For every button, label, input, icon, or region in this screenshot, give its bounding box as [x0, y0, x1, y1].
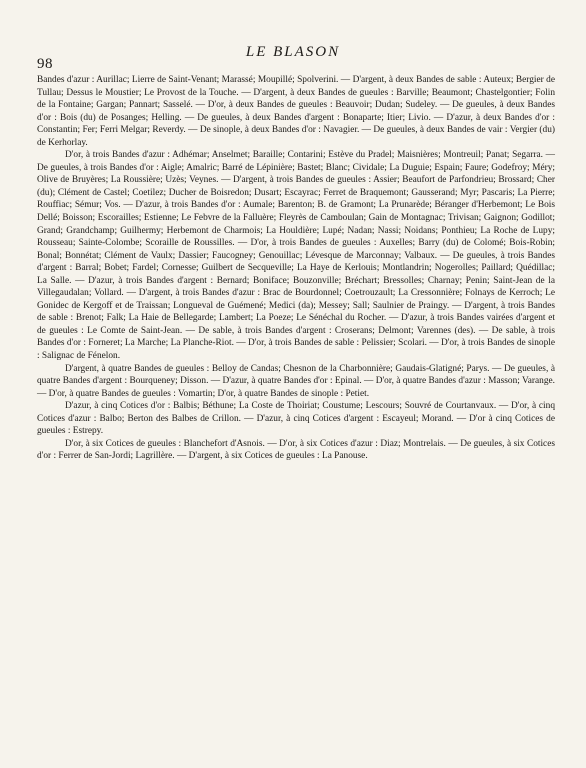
paragraph: D'or, à trois Bandes d'azur : Adhémar; Anselmet; Baraille; Contarini; Estève du Pradel; Maisnières; Montreuil; Panat; Segarra. — De gueules, à trois Bandes d'or : Aigle; Amalric; Barré de Lépinière; Bastet; Blanc; Cividale; La Duguie; Espain; Faure; Godefroy; Méry; Olive de Bruyères; La Roussière; Uzès; Veynes. — D'argent, à trois Bandes de gueules : Assier; Beaufort de Parfondrieu; Brossard; Cher (du); Clément de Castel; Coetilez; Ducher de Boisredon; Dusart; Escayrac; Ferret de Braquemont; Gausserand; Myr; Pascaris; La Pierre; Rouffiac; Sémur; Vos. — D'azur, à trois Bandes d'or : Aumale; Barenton; B. de Gramont; La Prunarède; Béranger d'Herbemont; Le Bois Dellé; Boisson; Escorailles; Estienne; Le Febvre de la Falluère; Fleyrès de Camboulan; Gain de Montagnac; Trivisan; Gaignon; Godillot; Grand; Grandchamp; Guilhermy; Herbemont de Charmois; La Houldière; Lupé; Nadan; Nassi; Noidans; Ponthieu; La Roche de Lupy; Rousseau; Sainte-Colombe; Scoraille de Roussilles. — D'or, à trois Bandes de gueules : Auxelles; Barry (du) de Colomé; Bois-Robin; Bonal; Bonnétat; Clément de Vaulx; Dassier; Faucogney; Genouillac; Lévesque de Marconnay; Valbaux. — De gueules, à trois Bandes d'argent : Barral; Bobet; Fardel; Cornesse; Guilbert de Secqueville; La Haye de Kerlouis; Montlandrin; Nogerolles; Paillard; Quédillac; La Salle. — D'azur, à trois Bandes d'argent : Bernard; Boniface; Bouzonville; Bréchart; Bressolles; Charnay; Penin; Saint-Jean de la Villegaudalan; Vollard. — D'argent, à trois Bandes d'azur : Brac de Bourdonnel; Coetrouzault; La Cressonnière; Folnays de Kerroch; Le Gonidec de Kergoff et de Traissan; Longueval de Guémené; Medici (da); Messey; Sall; Saulnier de Praingy. — D'argent, à trois Bandes de sable : Brenot; Falk; La Haie de Bellegarde; Lambert; La Poeze; Le Sénéchal du Rocher. — D'azur, à trois Bandes vairées d'argent et de gueules : Le Comte de Saint-Jean. — De sable, à trois Bandes d'argent : Croserans; Delmont; Varennes (des). — De sable, à trois Bandes d'or : Forneret; La Marche; La Planche-Riot. — D'or, à trois Bandes de sable : Pelissier; Scolari. — D'or, à trois Bandes de sinople : Salignac de Fénelon.	[37, 150, 555, 362]
body-text	[37, 74, 555, 463]
paragraph: D'azur, à cinq Cotices d'or : Balbis; Béthune; La Coste de Thoiriat; Coustume; Lescours; Souvré de Courtanvaux. — D'or, à cinq Cotices d'azur : Balbo; Berton des Balbes de Crillon. — D'azur, à cinq Cotices d'argent : Escayeul; Morand. — D'or à cinq Cotices de gueules : Estrepy.	[37, 401, 555, 437]
paragraph: D'argent, à quatre Bandes de gueules : Belloy de Candas; Chesnon de la Charbonnière; Gaudais-Glatigné; Parys. — De gueules, à quatre Bandes d'argent : Bourqueney; Disson. — D'azur, à quatre Bandes d'or : Epinal. — D'or, à quatre Bandes d'azur : Masson; Varange. — D'or, à quatre Bandes de gueules : Vomartin; D'or, à quatre Bandes de sinople : Petiet.	[37, 363, 555, 399]
paragraph: D'or, à six Cotices de gueules : Blanchefort d'Asnois. — D'or, à six Cotices d'azur : Diaz; Montrelais. — De gueules, à six Cotices d'or : Ferrer de San-Jordi; Lagrillère. — D'argent, à six Cotices de gueules : La Panouse.	[37, 438, 555, 462]
page-number: 98	[37, 56, 53, 72]
running-title: LE BLASON	[245, 44, 341, 60]
paragraph: Bandes d'azur : Aurillac; Lierre de Saint-Venant; Marassé; Moupillé; Spolverini. — D'argent, à deux Bandes de sable : Auteux; Bergier de Tullau; Dessus le Moustier; Le Provost de la Touche. — D'argent, à deux Bandes de gueules : Barville; Beaumont; Chastelgontier; Folin de la Fontaine; Gargan; Pannart; Sasselé. — D'or, à deux Bandes de gueules : Beauvoir; Dudan; Sudeley. — De gueules, à deux Bandes d'or : Bois (du) de Posanges; Helling. — De gueules, à deux Bandes d'argent : Bonaparte; Itier; Livio. — D'azur, à deux Bandes d'or : Constantin; Fer; Ferri Melgar; Reverdy. — De sinople, à deux Bandes d'or : Navagier. — De gueules, à deux Bandes de vair : Vergier (du) de Kerhorlay.	[37, 75, 555, 148]
